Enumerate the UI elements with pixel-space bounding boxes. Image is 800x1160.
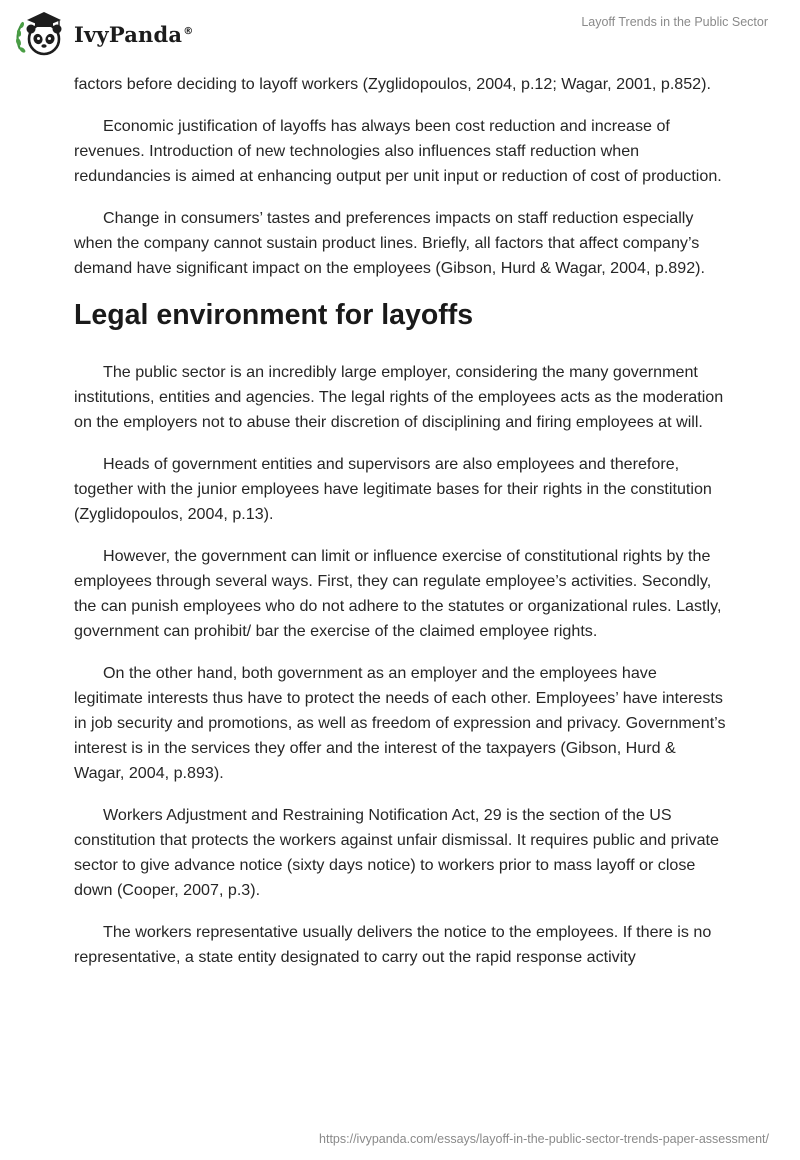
section-heading: Legal environment for layoffs	[74, 299, 474, 331]
paragraph-8: Workers Adjustment and Restraining Notification Act, 29 is the section of the US constitution that protects the workers against unfair dismissal. It requires public and private sector to give advance notice (sixty days notice) to workers prior to mass layoff or close down (Cooper, 2007, p.3).	[74, 806, 719, 899]
ivypanda-logo[interactable]	[14, 9, 193, 59]
registered-mark: ®	[183, 25, 194, 37]
paragraph-4: The public sector is an incredibly large employer, considering the many government institutions, entities and agencies. The legal rights of the employees acts as the moderation on the employers not to abuse their discretion of disciplining and firing employees at will.	[74, 363, 724, 431]
source-url[interactable]: https://ivypanda.com/essays/layoff-in-the-public-sector-trends-paper-assessment/	[319, 1132, 769, 1146]
paragraph-3: Change in consumers’ tastes and preferences impacts on staff reduction especially when the company cannot sustain product lines. Briefly, all factors that affect company’s demand have significant impact on the employees (Gibson, Hurd & Wagar, 2004, p.892).	[74, 209, 705, 277]
page-header	[0, 0, 800, 68]
panda-graduate-logo-icon	[14, 9, 70, 59]
paragraph-5: Heads of government entities and supervisors are also employees and therefore, together with the junior employees have legitimate bases for their rights in the constitution (Zyglidopoulos, 2004, p.13).	[74, 455, 712, 523]
brand-name: IvyPanda®	[74, 21, 194, 47]
paragraph-1: factors before deciding to layoff workers (Zyglidopoulos, 2004, p.12; Wagar, 2001, p.852).	[74, 75, 711, 93]
essay-body	[74, 72, 730, 987]
paragraph-9: The workers representative usually delivers the notice to the employees. If there is no representative, a state entity designated to carry out the rapid response activity	[74, 923, 712, 966]
paragraph-6: However, the government can limit or influence exercise of constitutional rights by the employees through several ways. First, they can regulate employee’s activities. Secondly, the can punish employees who do not adhere to the statutes or organizational rules. Lastly, government can prohibit/ bar the exercise of the claimed employee rights.	[74, 547, 722, 640]
paragraph-2: Economic justification of layoffs has always been cost reduction and increase of revenues. Introduction of new technologies also influences staff reduction when redundancies is aimed at enhancing output per unit input or reduction of cost of production.	[74, 117, 722, 185]
running-title: Layoff Trends in the Public Sector	[581, 15, 768, 29]
paragraph-7: On the other hand, both government as an employer and the employees have legitimate interests thus have to protect the needs of each other. Employees’ have interests in job security and promotions, as well as freedom of expression and privacy. Government’s interest is in the services they offer and the interest of the taxpayers (Gibson, Hurd & Wagar, 2004, p.893).	[74, 664, 726, 782]
